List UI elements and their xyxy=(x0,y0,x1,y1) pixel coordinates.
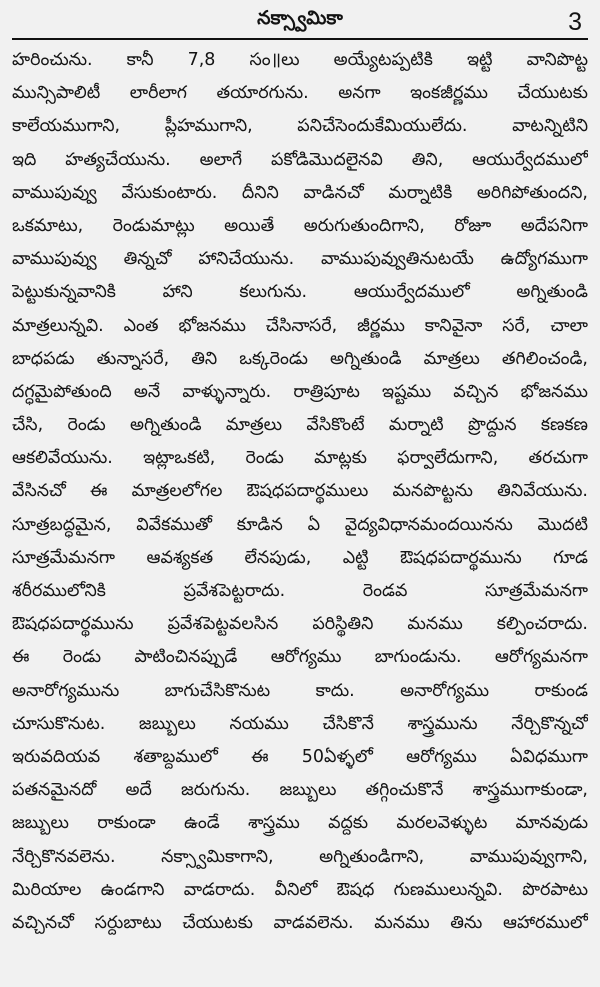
text-line: వాముపువ్వు వేసుకుంటారు. దీనిని వాడినచో మర్నాటికి అరిగిపోతుందని, xyxy=(12,182,588,203)
text-line: వాముపువ్వు తిన్నచో హానిచేయును. వాముపువ్వుతినుటయే ఉద్యోగముగా xyxy=(12,249,588,270)
text-line: నేర్చికొనవలెను. నక్స్వామికాగాని, అగ్నితుండిగాని, వాముపువ్వుగాని, xyxy=(12,846,588,867)
text-line: ఒకమాటు, రెండుమాట్లు అయితే అరుగుతుందిగాని, రోజూ అదేపనిగా xyxy=(12,215,588,236)
text-line: అనారోగ్యమును బాగుచేసికొనుట కాదు. అనారోగ్యము రాకుండ xyxy=(12,680,588,701)
text-line: ఇది హత్యచేయును. అలాగే పకోడిమొదలైనవి తిని, ఆయుర్వేదములో xyxy=(12,149,588,170)
text-line: చూసుకొనుట. జబ్బులు నయము చేసికొనే శాస్త్రమును నేర్చికొన్నచో xyxy=(12,713,588,734)
text-line: మాత్రలున్నవి. ఎంత భోజనము చేసినాసరే, జీర్ణము కానివైనా సరే, చాలా xyxy=(12,315,588,336)
text-line: మిరియాల ఉండగాని వాడరాదు. వీనిలో ఔషధ గుణములున్నవి. పొరపాటు xyxy=(12,879,588,900)
text-line: సూత్రమేమనగా ఆవశ్యకత లేనపుడు, ఎట్టి ఔషధపదార్థమును గూడ xyxy=(12,547,588,568)
text-line: దగ్ధమైపోతుంది అనే వాళ్ళున్నారు. రాత్రిపూట ఇష్టము వచ్చిన భోజనము xyxy=(12,381,588,402)
text-line: ఈ రెండు పాటించినప్పుడే ఆరోగ్యము బాగుండును. ఆరోగ్యమనగా xyxy=(12,647,588,668)
text-line: ఔషధపదార్థమును ప్రవేశపెట్టవలసిన పరిస్థితిని మనము కల్పించరాదు. xyxy=(12,614,588,635)
text-line: సూత్రబద్ధమైన, వివేకముతో కూడిన ఏ వైద్యవిధానమందయినను మొదటి xyxy=(12,514,588,535)
running-title: నక్స్వామికా xyxy=(257,7,343,29)
text-line: ఇరువదియవ శతాబ్దములో ఈ 50ఏళ్ళలో ఆరోగ్యము ఏవిధముగా xyxy=(12,746,588,767)
text-line: చేసి, రెండు అగ్నితుండి మాత్రలు వేసికొంటే మర్నాటి ప్రొద్దున కణకణ xyxy=(12,415,588,436)
text-line: ఆకలివేయును. ఇట్లాఒకటి, రెండు మాట్లకు ఫర్వాలేదుగాని, తరచుగా xyxy=(12,448,588,469)
text-line: వచ్చినచో సర్దుబాటు చేయుటకు వాడవలెను. మనము తిను ఆహారములో xyxy=(12,912,588,933)
page-number: 3 xyxy=(568,8,582,36)
header-divider xyxy=(12,38,588,40)
text-line: పతనమైనదో అదే జరుగును. జబ్బులు తగ్గించుకొనే శాస్త్రముగాకుండా, xyxy=(12,780,588,801)
text-line: జబ్బులు రాకుండా ఉండే శాస్త్రము వద్దకు మరలవెళ్ళుట మానవుడు xyxy=(12,813,588,834)
text-line: వేసినచో ఈ మాత్రలలోగల ఔషధపదార్థములు మనపొట్టను తినివేయును. xyxy=(12,481,588,502)
body-text xyxy=(12,44,588,940)
text-line: పెట్టుకున్నవానికి హాని కలుగును. ఆయుర్వేదములో అగ్నితుండి xyxy=(12,282,588,303)
text-line: కాలేయముగాని, ప్లీహముగాని, పనిచేసెందుకేమియులేదు. వాటన్నిటిని xyxy=(12,116,588,137)
text-line: మున్సిపాలిటీ లారీలాగ తయారగును. అనగా ఇంకజీర్ణము చేయుటకు xyxy=(12,83,588,104)
text-line: బాధపడు తున్నాసరే, తిని ఒక్కరెండు అగ్నితుండి మాత్రలు తగిలించండి, xyxy=(12,348,588,369)
text-line: శరీరములోనికి ప్రవేశపెట్టరాదు. రెండవ సూత్రమేమనగా xyxy=(12,581,588,601)
text-line: హరించును. కానీ 7,8 సం॥లు అయ్యేటప్పటికి ఇట్టి వానిపొట్ట xyxy=(12,50,588,70)
page-header xyxy=(12,0,588,40)
